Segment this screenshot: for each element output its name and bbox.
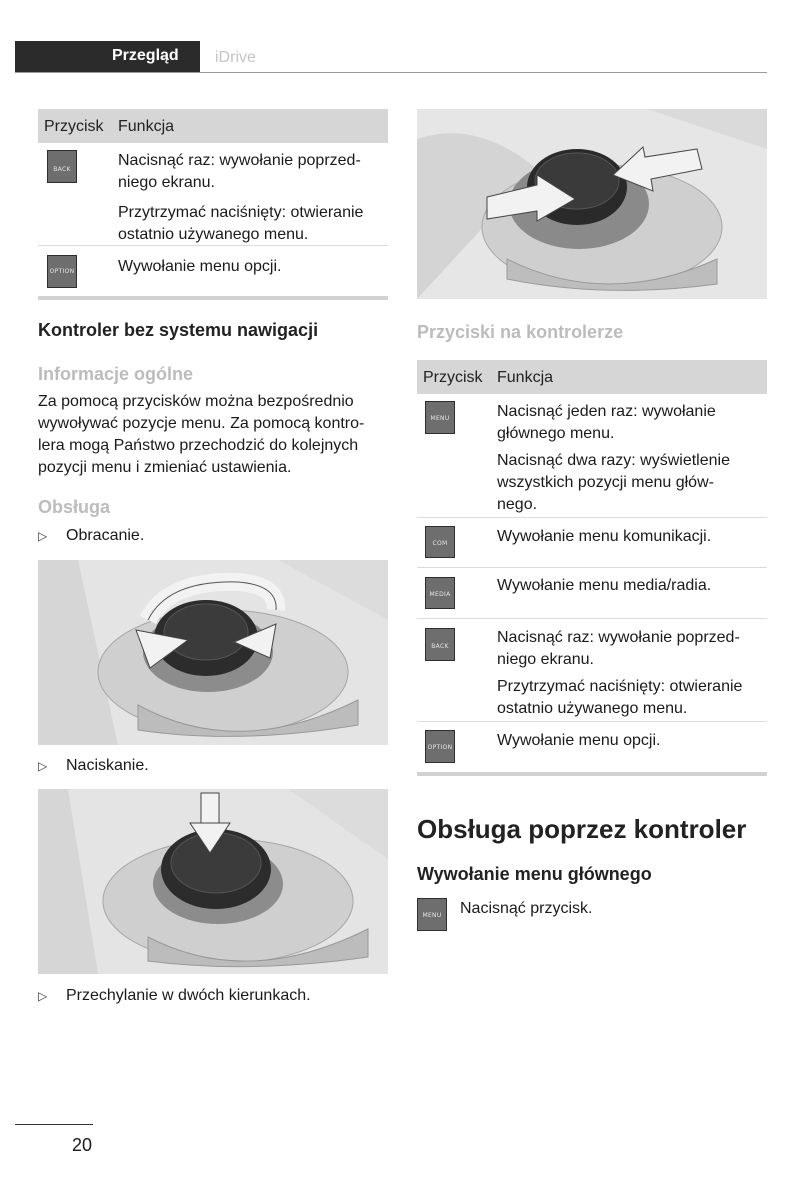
back-button-icon: BACK: [425, 628, 455, 661]
menu-button-icon: MENU: [417, 898, 447, 931]
row-divider: [417, 517, 767, 518]
bullet-triangle-icon: ▷: [38, 529, 48, 543]
table-cell: Wywołanie menu opcji.: [118, 258, 282, 275]
bullet-item: ▷ Obracanie.: [38, 527, 145, 544]
heading-controller-buttons: Przyciski na kontrolerze: [417, 322, 624, 342]
table-end-rule: [38, 296, 388, 300]
footer-rule: [15, 1124, 93, 1125]
menu-instruction: Nacisnąć przycisk.: [460, 900, 593, 917]
col-header-button: Przycisk: [423, 369, 483, 386]
col-header-button: Przycisk: [44, 118, 104, 135]
controller-press-image: [38, 789, 388, 974]
heading-call-main-menu: Wywołanie menu głównego: [417, 864, 652, 884]
bullet-item: ▷ Naciskanie.: [38, 757, 149, 774]
general-info-paragraph: Za pomocą przycisków można bezpośrednio wywoływać pozycje menu. Za pomocą kontro- lera mogą Państwo przechodzić do kolejnych pozycji menu i zmieniać ustawienia.: [38, 393, 365, 476]
header-divider: [15, 72, 767, 73]
page-number: 20: [72, 1135, 93, 1155]
table-cell: Nacisnąć raz: wywołanie poprzed- niego ekranu. Przytrzymać naciśnięty: otwieranie ostatnio używanego menu.: [497, 629, 743, 717]
row-divider: [38, 245, 388, 246]
table-cell: Nacisnąć raz: wywołanie poprzed- niego ekranu. Przytrzymać naciśnięty: otwieranie ostatnio używanego menu.: [118, 152, 364, 243]
table-header: [38, 109, 388, 143]
com-button-icon: COM: [425, 526, 455, 558]
bullet-item: ▷ Przechylanie w dwóch kierunkach.: [38, 987, 311, 1004]
menu-button-icon: MENU: [425, 401, 455, 434]
controller-rotate-image: [38, 560, 388, 745]
table-cell: Wywołanie menu media/radia.: [497, 577, 712, 594]
bullet-triangle-icon: ▷: [38, 759, 48, 773]
media-button-icon: MEDIA: [425, 577, 455, 609]
table-end-rule: [417, 772, 767, 776]
subheading-operation: Obsługa: [38, 497, 111, 517]
table-cell: Wywołanie menu komunikacji.: [497, 528, 712, 545]
option-button-icon: OPTION: [47, 255, 77, 288]
bullet-triangle-icon: ▷: [38, 989, 48, 1003]
subheading-general-info: Informacje ogólne: [38, 364, 194, 384]
table-cell: Nacisnąć jeden raz: wywołanie głównego menu. Nacisnąć dwa razy: wyświetlenie wszystkich pozycji menu głów- nego.: [497, 403, 730, 513]
col-header-function: Funkcja: [118, 118, 175, 135]
option-button-icon: OPTION: [425, 730, 455, 763]
heading-operation-via-controller: Obsługa poprzez kontroler: [417, 814, 747, 844]
table-cell: Wywołanie menu opcji.: [497, 732, 661, 749]
controller-tilt-image: [417, 109, 767, 299]
col-header-function: Funkcja: [497, 369, 554, 386]
table-header: [417, 360, 767, 394]
subsection-title: iDrive: [215, 49, 256, 66]
heading-controller-no-nav: Kontroler bez systemu nawigacji: [38, 320, 319, 340]
row-divider: [417, 721, 767, 722]
row-divider: [417, 567, 767, 568]
row-divider: [417, 618, 767, 619]
section-title: Przegląd: [112, 47, 179, 64]
back-button-icon: BACK: [47, 150, 77, 183]
